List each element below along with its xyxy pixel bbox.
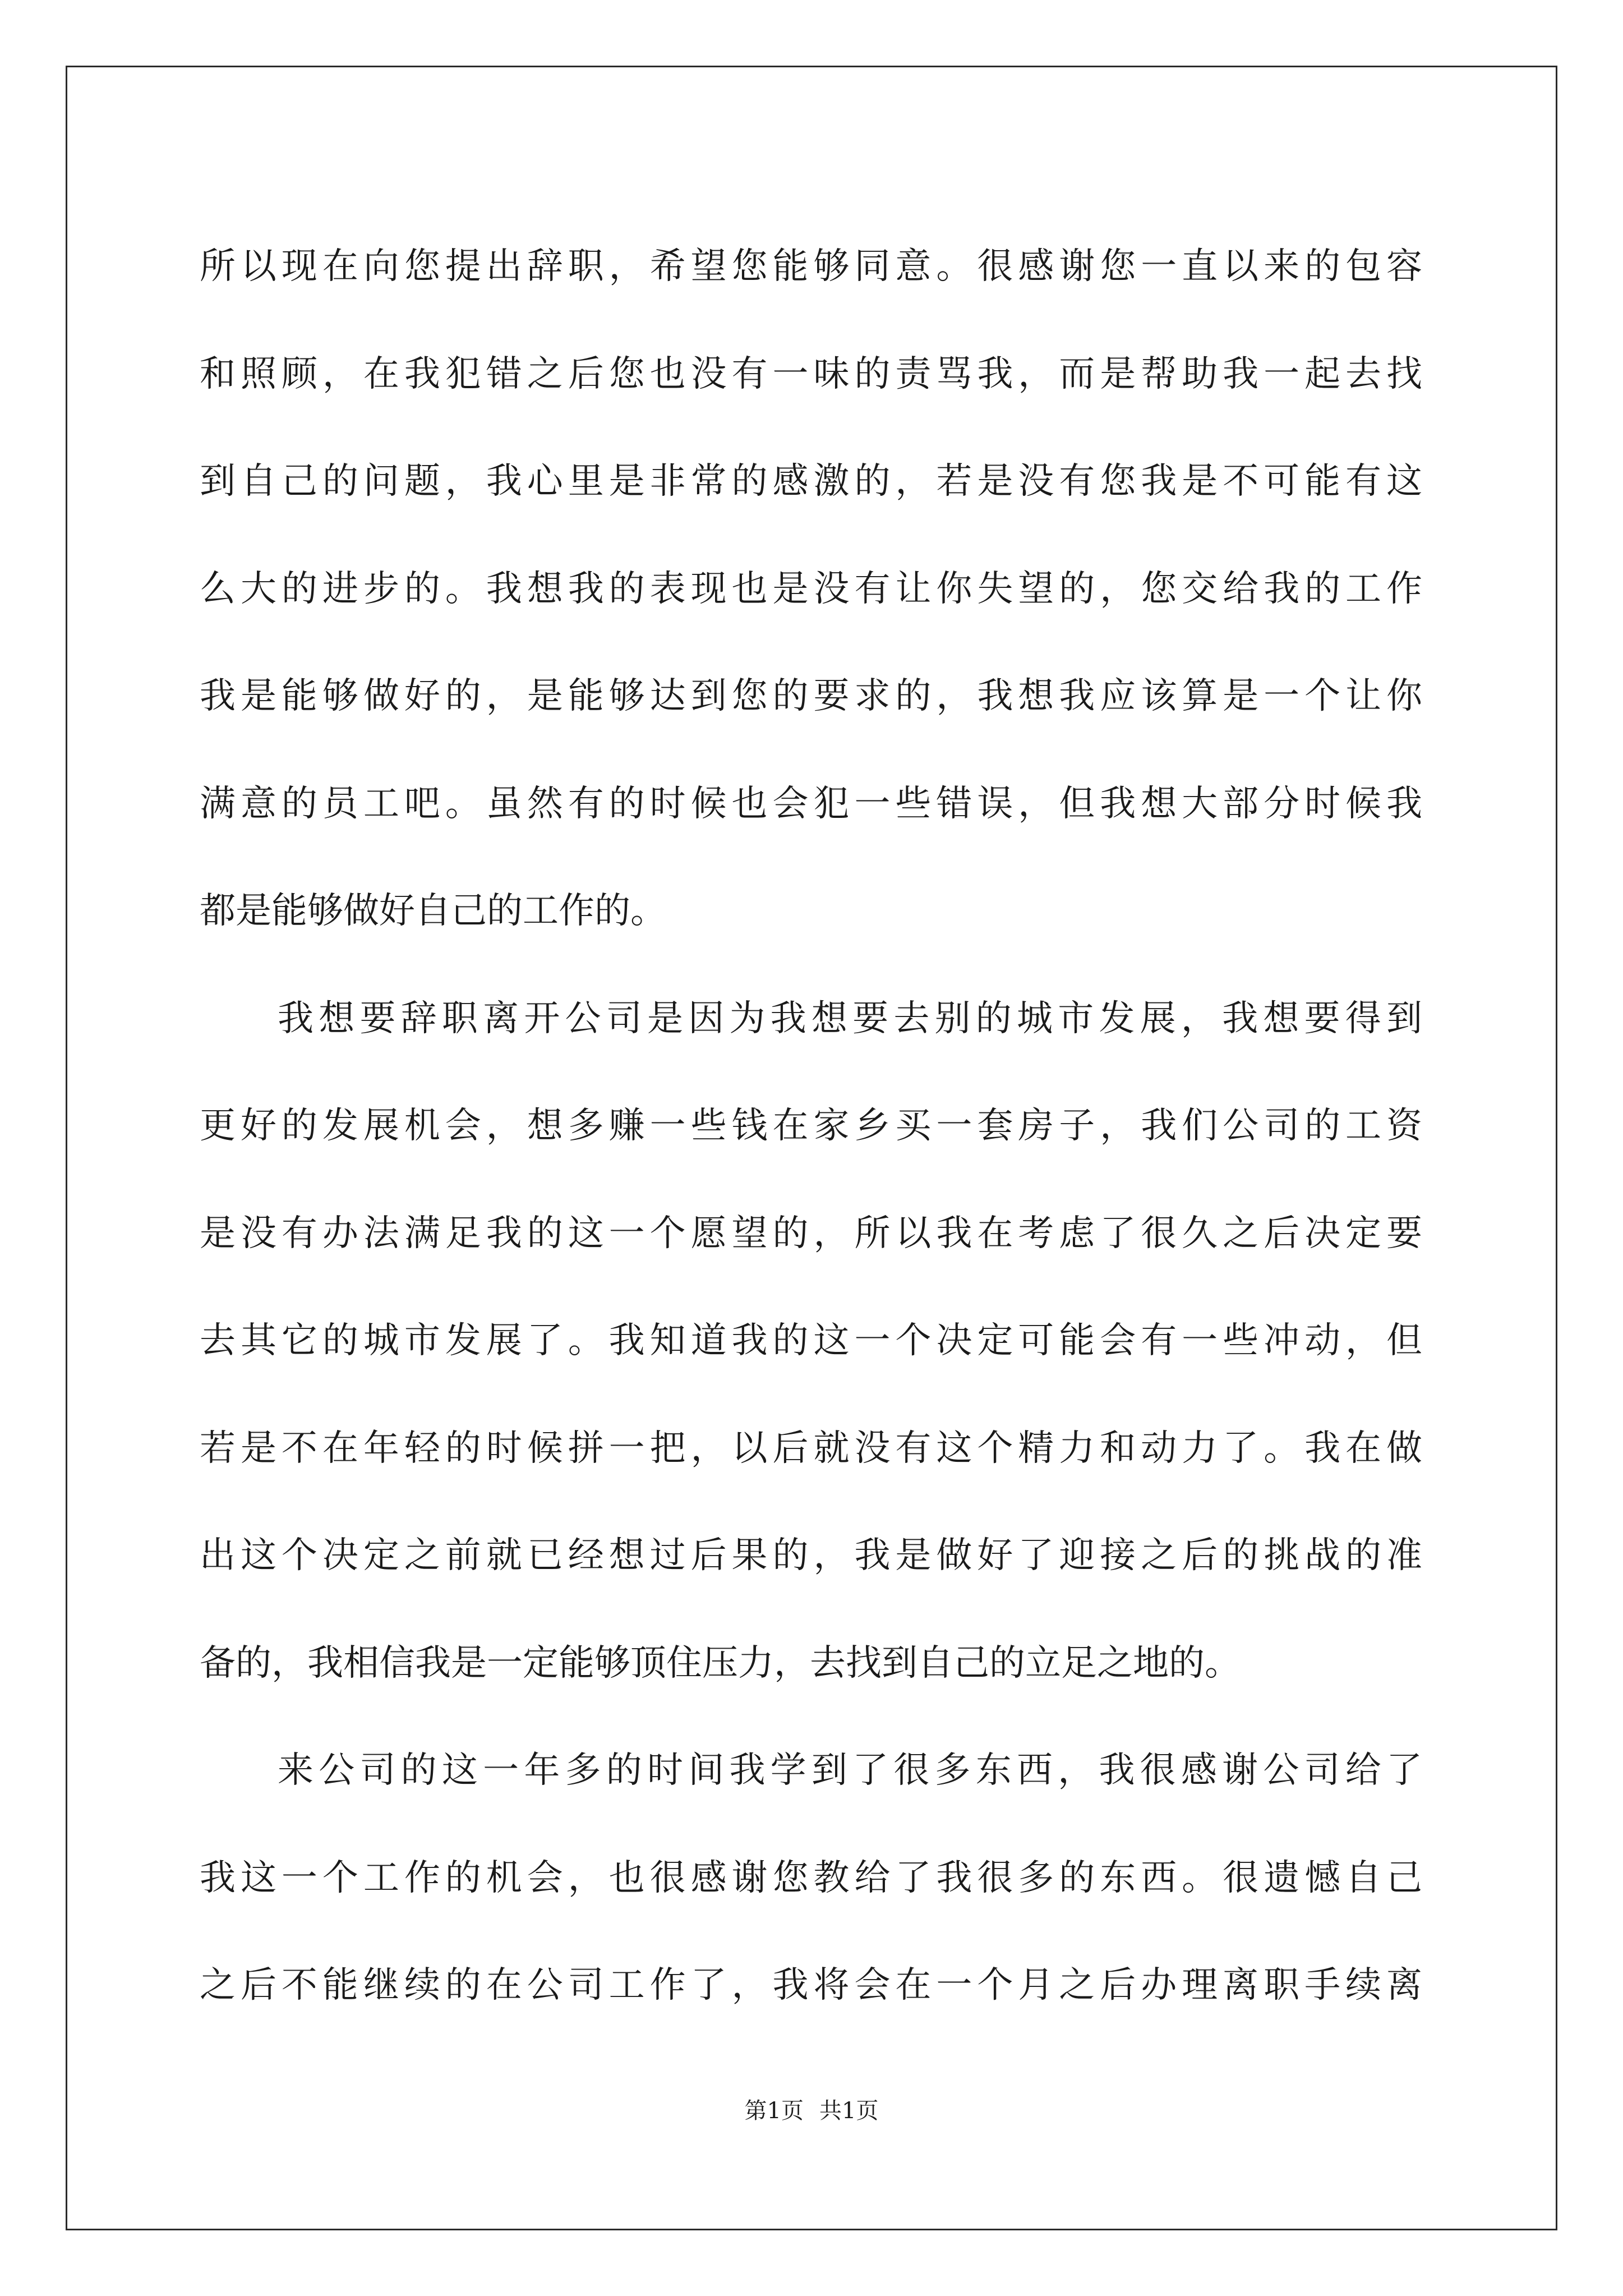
text-line: 我这一个工作的机会，也很感谢您教给了我很多的东西。很遗憾自己 — [200, 1857, 1422, 1899]
text-line: 是没有办法满足我的这一个愿望的，所以我在考虑了很久之后决定要 — [200, 1212, 1422, 1254]
text-line: 出这个决定之前就已经想过后果的，我是做好了迎接之后的挑战的准 — [200, 1535, 1422, 1576]
text-line: 满意的员工吧。虽然有的时候也会犯一些错误，但我想大部分时候我 — [200, 783, 1422, 825]
text-line: 备的，我相信我是一定能够顶住压力，去找到自己的立足之地的。 — [200, 1642, 1241, 1684]
text-line: 我是能够做好的，是能够达到您的要求的，我想我应该算是一个让你 — [200, 675, 1422, 717]
text-line: 所以现在向您提出辞职，希望您能够同意。很感谢您一直以来的包容 — [200, 246, 1422, 287]
paragraph-first-line: 我想要辞职离开公司是因为我想要去别的城市发展，我想要得到 — [278, 997, 1422, 1039]
page-number: 第1页 — [744, 2098, 804, 2124]
paragraph-first-line: 来公司的这一年多的时间我学到了很多东西，我很感谢公司给了 — [278, 1750, 1422, 1791]
text-line: 去其它的城市发展了。我知道我的这一个决定可能会有一些冲动，但 — [200, 1320, 1422, 1361]
text-line: 更好的发展机会，想多赚一些钱在家乡买一套房子，我们公司的工资 — [200, 1105, 1422, 1147]
text-line: 都是能够做好自己的工作的。 — [200, 890, 666, 932]
text-line: 么大的进步的。我想我的表现也是没有让你失望的，您交给我的工作 — [200, 568, 1422, 610]
document-body — [200, 213, 1422, 2040]
page-footer — [0, 2094, 1623, 2128]
text-line: 到自己的问题，我心里是非常的感激的，若是没有您我是不可能有这 — [200, 461, 1422, 502]
total-pages: 共1页 — [819, 2098, 879, 2124]
text-line: 和照顾，在我犯错之后您也没有一味的责骂我，而是帮助我一起去找 — [200, 353, 1422, 395]
text-line: 若是不在年轻的时候拼一把，以后就没有这个精力和动力了。我在做 — [200, 1427, 1422, 1469]
text-line: 之后不能继续的在公司工作了，我将会在一个月之后办理离职手续离 — [200, 1964, 1422, 2006]
